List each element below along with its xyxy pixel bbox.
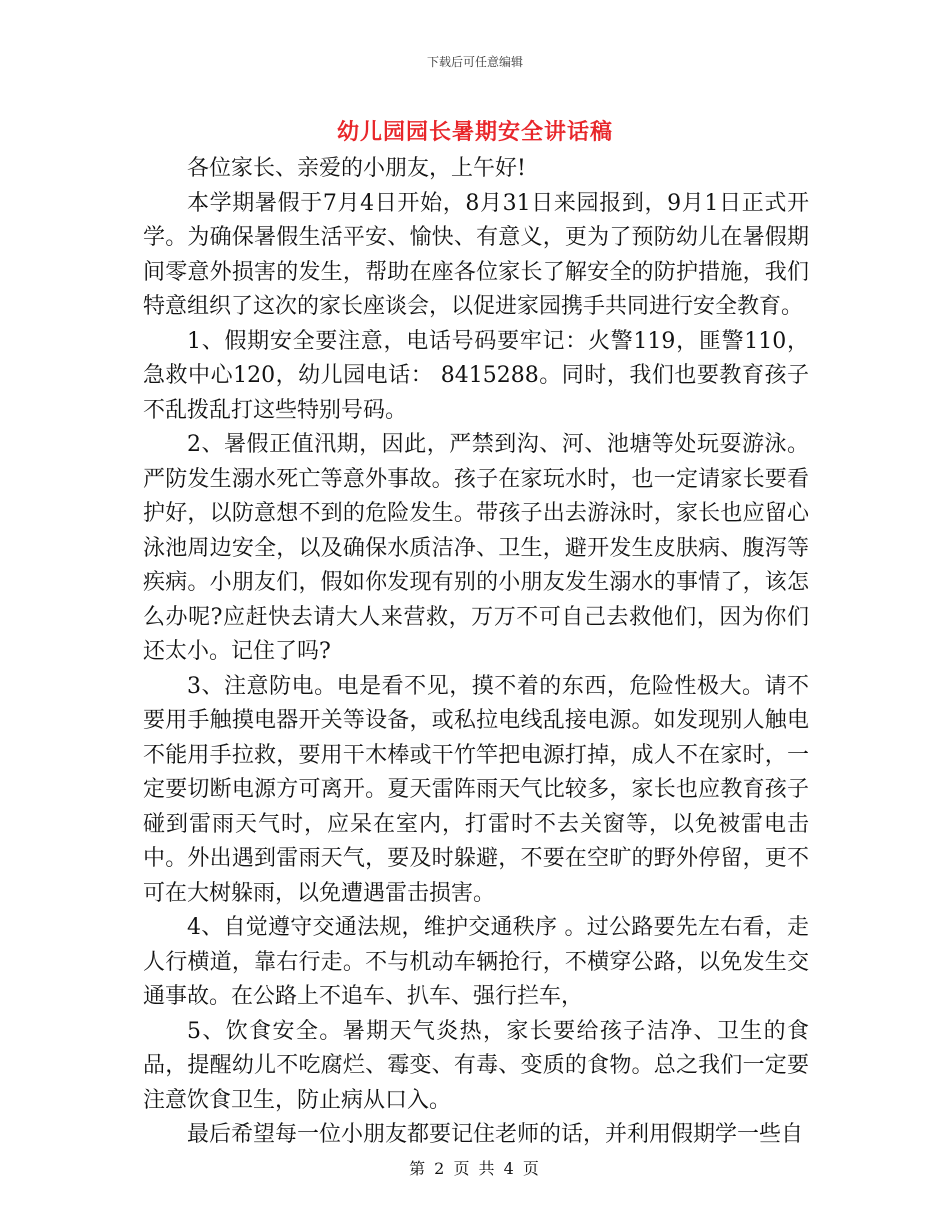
paragraph-item-3: 3、注意防电。电是看不见，摸不着的东西，危险性极大。请不要用手触摸电器开关等设备，或私拉电线乱接电源。如发现别人触电不能用手拉救，要用干木棒或干竹竿把电源打掉，成人不在家时，一定要切断电源方可离开。夏天雷阵雨天气比较多，家长也应教育孩子碰到雷雨天气时，应呆在室内，打雷时不去关窗等，以免被雷电击中。外出遇到雷雨天气，要及时躲避，不要在空旷的野外停留，更不可在大树躲雨，以免遭遇雷击损害。 [143,673,809,906]
paragraph-item-1: 1、假期安全要注意，电话号码要牢记：火警119，匪警110，急救中心120，幼儿园电话： 8415288。同时，我们也要教育孩子不乱拨乱打这些特别号码。 [143,328,809,423]
paragraph-item-5: 5、饮食安全。暑期天气炎热，家长要给孩子洁净、卫生的食品，提醒幼儿不吃腐烂、霉变、有毒、变质的食物。总之我们一定要注意饮食卫生，防止病从口入。 [143,1018,809,1113]
header-note: 下载后可任意编辑 [426,55,523,69]
paragraph-item-4: 4、自觉遵守交通法规，维护交通秩序 。过公路要先左右看，走人行横道，靠右行走。不与机动车辆抢行，不横穿公路，以免发生交通事故。在公路上不追车、扒车、强行拦车， [143,915,809,1009]
paragraph-item-2: 2、暑假正值汛期，因此，严禁到沟、河、池塘等处玩耍游泳。严防发生溺水死亡等意外事故。孩子在家玩水时，也一定请家长要看护好，以防意想不到的危险发生。带孩子出去游泳时，家长也应留心泳池周边安全，以及确保水质洁净、卫生，避开发生皮肤病、腹泻等疾病。小朋友们，假如你发现有别的小朋友发生溺水的事情了，该怎么办呢?应赶快去请大人来营救，万万不可自己去救他们，因为你们还太小。记住了吗? [143,432,809,664]
document-title: 幼儿园园长暑期安全讲话稿 [336,120,613,145]
paragraph-intro: 本学期暑假于7月4日开始，8月31日来园报到，9月1日正式开学。为确保暑假生活平安、愉快、有意义，更为了预防幼儿在暑假期间零意外损害的发生，帮助在座各位家长了解安全的防护措施，我们特意组织了这次的家长座谈会，以促进家园携手共同进行安全教育。 [143,190,809,319]
page-number: 第 2 页 共 4 页 [409,1159,541,1178]
paragraph-closing: 最后希望每一位小朋友都要记住老师的话，并利用假期学一些自 [187,1122,804,1147]
paragraph-greeting: 各位家长、亲爱的小朋友，上午好! [187,156,526,181]
document-body [143,152,809,1153]
